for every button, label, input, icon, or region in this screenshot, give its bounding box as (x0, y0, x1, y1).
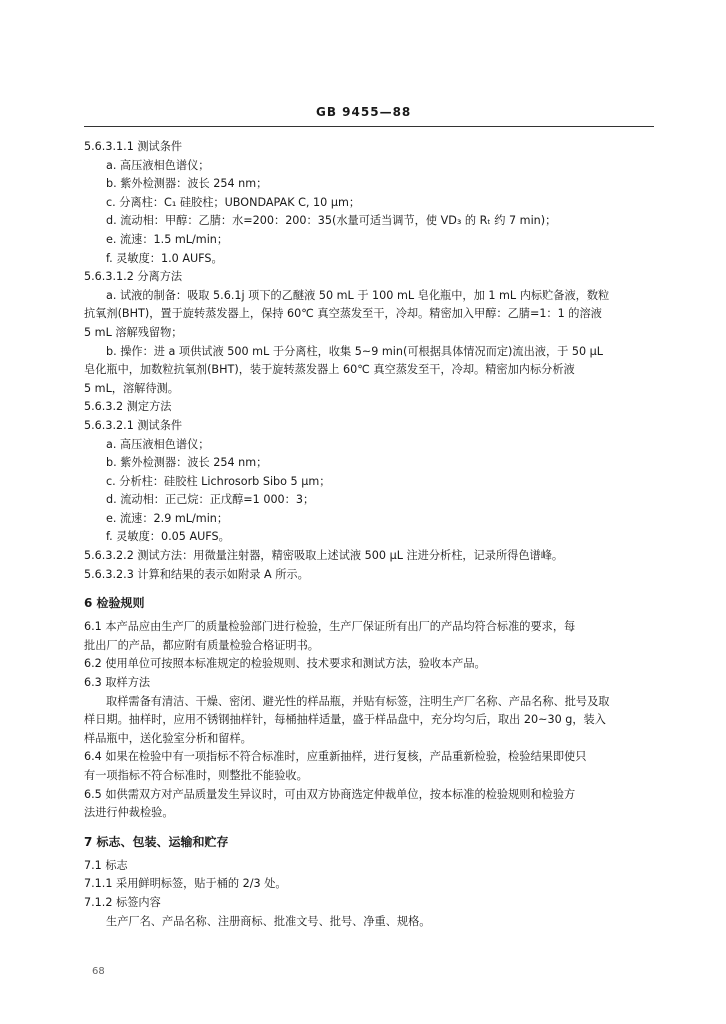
clause-heading: 5.6.3.1.1 测试条件 (84, 140, 183, 153)
section-heading-6: 6 检验规则 (84, 596, 145, 611)
document-body (84, 138, 659, 931)
page-header: GB 9455—88 (316, 105, 412, 119)
clause-line: 5.6.3.2.3 计算和结果的表示如附录 A 所示。 (84, 567, 309, 581)
clause-heading: 7.1 标志 (84, 858, 128, 872)
header-rule (84, 126, 654, 127)
paragraph-line: 法进行仲裁检验。 (84, 806, 174, 820)
clause-line: 7.1.1 采用鲜明标签，贴于桶的 2/3 处。 (84, 877, 287, 891)
clause-heading: 5.6.3.2 测定方法 (84, 400, 172, 414)
list-item: c. 分析柱：硅胶柱 Lichrosorb Sibo 5 μm； (106, 474, 331, 488)
clause-heading: 5.6.3.1.2 分离方法 (84, 270, 183, 284)
paragraph-line: 抗氧剂(BHT)，置于旋转蒸发器上，保持 60℃ 真空蒸发至干，冷却。精密加入甲醇：乙腈=1：1 的溶液 (84, 307, 602, 321)
paragraph-line: 生产厂名、产品名称、注册商标、批准文号、批号、净重、规格。 (106, 914, 431, 928)
clause-line: 5.6.3.2.2 测试方法：用微量注射器，精密吸取上述试液 500 μL 注进分析柱，记录所得色谱峰。 (84, 549, 564, 563)
paragraph-line: 批出厂的产品，都应附有质量检验合格证明书。 (84, 638, 319, 652)
clause-heading: 7.1.2 标签内容 (84, 895, 161, 909)
paragraph-line: 5 mL，溶解待测。 (84, 381, 179, 395)
paragraph-line: 6.4 如果在检验中有一项指标不符合标准时，应重新抽样，进行复核，产品重新检验，检验结果即使只 (84, 750, 587, 764)
list-item: b. 紫外检测器：波长 254 nm； (106, 456, 268, 470)
list-item: b. 紫外检测器：波长 254 nm； (106, 177, 268, 191)
paragraph-line: 有一项指标不符合标准时，则整批不能验收。 (84, 769, 308, 782)
section-heading-7: 7 标志、包装、运输和贮存 (84, 834, 229, 849)
paragraph-line: 6.1 本产品应由生产厂的质量检验部门进行检验，生产厂保证所有出厂的产品均符合标准的要求，每 (84, 620, 576, 634)
paragraph-line: 样日期。抽样时，应用不锈钢抽样针，每桶抽样适量，盛于样品盘中，充分均匀后，取出 20~30 g，装入 (84, 713, 606, 727)
list-item: f. 灵敏度：1.0 AUFS。 (106, 251, 223, 265)
list-item: e. 流速：1.5 mL/min； (106, 232, 229, 246)
clause-heading: 6.3 取样方法 (84, 676, 151, 690)
list-item: e. 流速：2.9 mL/min； (106, 511, 229, 525)
list-item: d. 流动相：正己烷：正戊醇=1 000：3； (106, 493, 315, 507)
list-item: a. 高压液相色谱仪； (106, 437, 210, 451)
paragraph-line: 样品瓶中，送化验室分析和留样。 (84, 731, 252, 745)
paragraph-line: 6.2 使用单位可按照本标准规定的检验规则、技术要求和测试方法，验收本产品。 (84, 657, 486, 671)
clause-heading: 5.6.3.2.1 测试条件 (84, 418, 183, 432)
list-item: f. 灵敏度：0.05 AUFS。 (106, 530, 230, 544)
paragraph-line: 5 mL 溶解残留物； (84, 325, 183, 339)
paragraph-line: 皂化瓶中，加数粒抗氧剂(BHT)，装于旋转蒸发器上 60℃ 真空蒸发至干，冷却。精密加内标分析液 (84, 363, 575, 377)
list-item: c. 分离柱：C₁ 硅胶柱；UBONDAPAK C, 10 μm； (106, 195, 361, 209)
paragraph-line: b. 操作：进 a 项供试液 500 mL 于分离柱，收集 5~9 min(可根据具体情况而定)流出液，于 50 μL (106, 344, 604, 358)
paragraph-line: 取样需备有清洁、干燥、密闭、避光性的样品瓶，并贴有标签，注明生产厂名称、产品名称、批号及取 (106, 694, 610, 708)
paragraph-line: 6.5 如供需双方对产品质量发生异议时，可由双方协商选定仲裁单位，按本标准的检验规则和检验方 (84, 787, 576, 801)
paragraph-line: a. 试液的制备：吸取 5.6.1j 项下的乙醚液 50 mL 于 100 mL 皂化瓶中，加 1 mL 内标贮备液，数粒 (106, 288, 610, 302)
list-item: d. 流动相：甲醇：乙腈：水=200：200：35(水量可适当调节，使 VD₃ 的 Rₜ 约 7 min)； (106, 214, 557, 228)
list-item: a. 高压液相色谱仪； (106, 158, 210, 172)
page-number: 68 (92, 966, 105, 977)
